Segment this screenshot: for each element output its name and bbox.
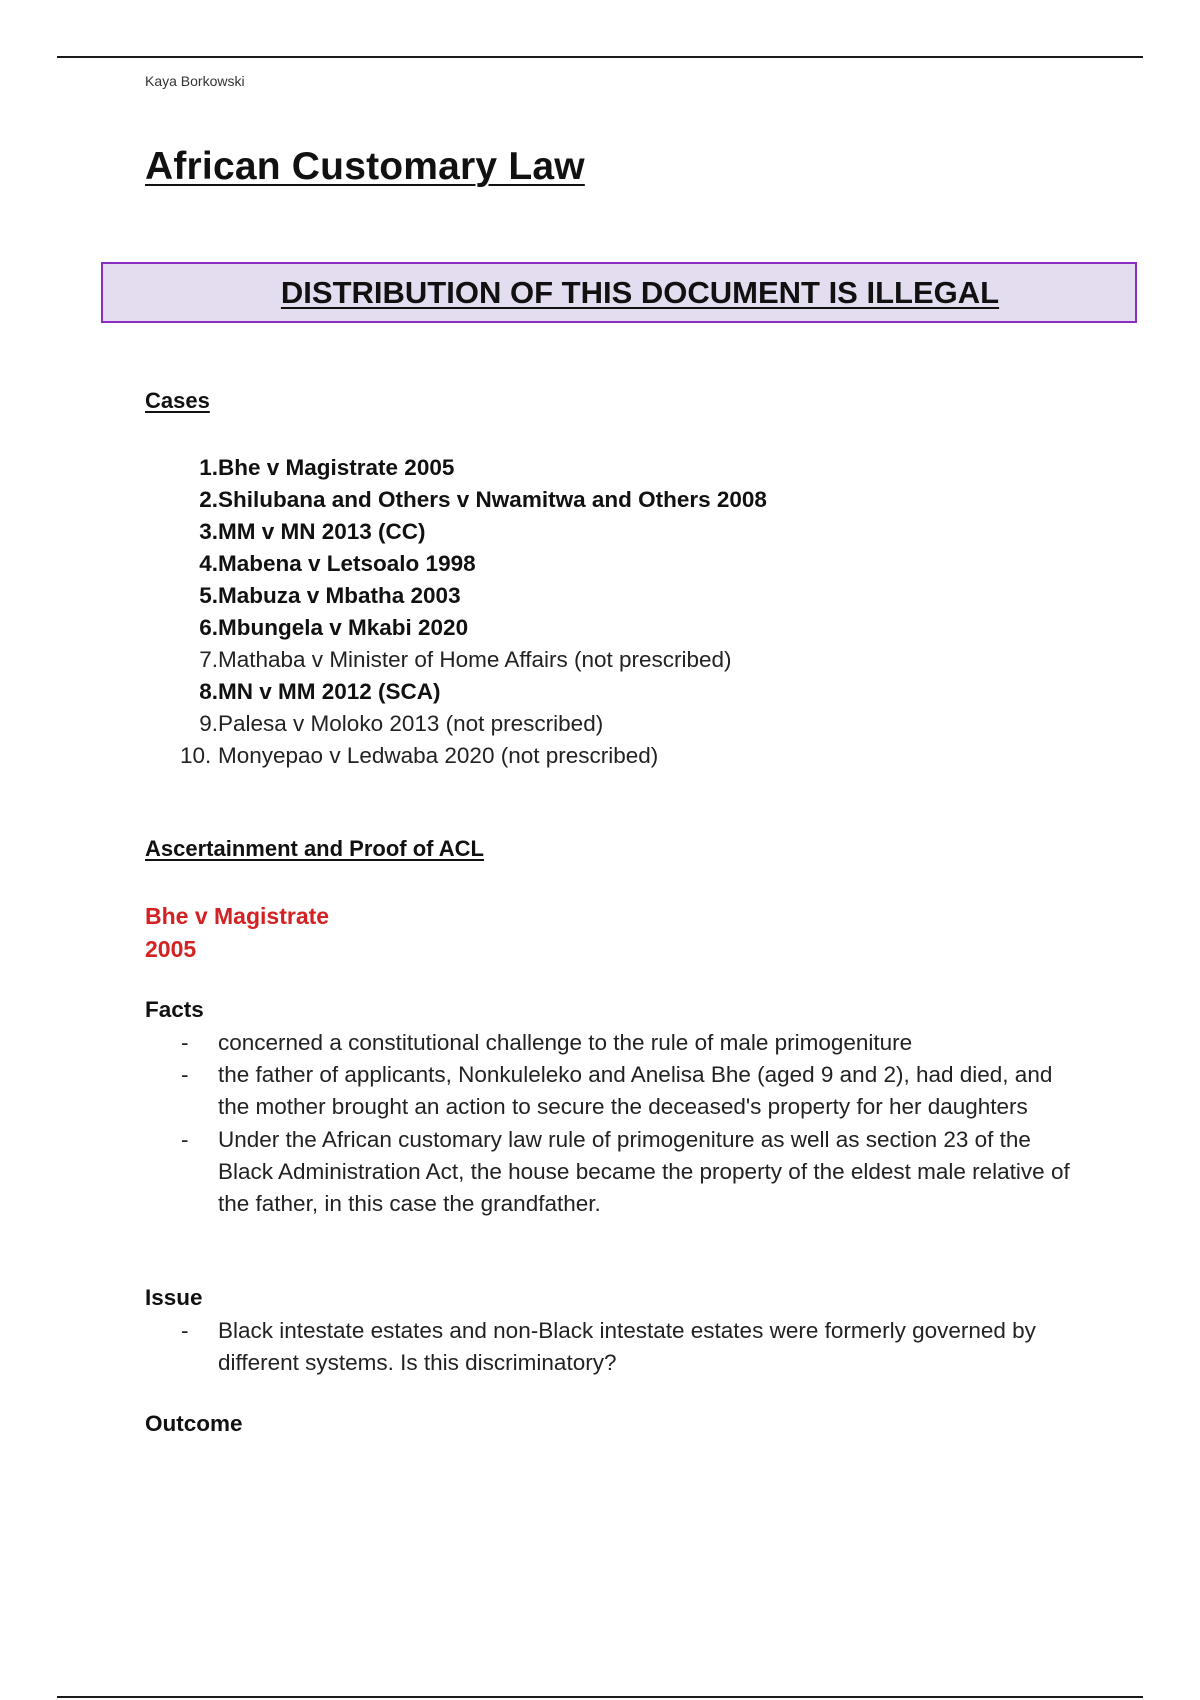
bullet-dash: - [181,1030,189,1055]
bullet-dash: - [181,1062,189,1088]
bottom-rule [57,1696,1143,1698]
bullet-dash: - [181,1318,189,1343]
list-item: - Under the African customary law rule of primogeniture as well as section 23 of the Black Administration Act, the house became the property of the eldest male relative of the father, in this case the grandfather. [145,1124,1085,1221]
case-name-line: Bhe v Magistrate [145,903,330,929]
top-rule [57,56,1143,58]
cases-list [145,452,767,772]
list-item: - Black intestate estates and non-Black intestate estates were formerly governed by different systems. Is this discriminatory? [145,1315,1085,1379]
issue-list [145,1315,1085,1379]
case-year-line: 2005 [145,936,197,962]
outcome-heading: Outcome [145,1411,243,1436]
list-item: 5.Mabuza v Mbatha 2003 [199,583,461,608]
list-item: - concerned a constitutional challenge to the rule of male primogeniture [145,1027,1085,1059]
list-item: - the father of applicants, Nonkuleleko and Anelisa Bhe (aged 9 and 2), had died, and the mother brought an action to secure the deceased's property for her daughters [145,1059,1085,1123]
bullet-dash: - [181,1126,189,1152]
list-item: 10. Monyepao v Ledwaba 2020 (not prescribed) [180,743,659,768]
author-name: Kaya Borkowski [145,73,245,89]
list-item: 6.Mbungela v Mkabi 2020 [199,615,469,640]
list-item: 7.Mathaba v Minister of Home Affairs (not prescribed) [199,647,732,672]
case-name [145,900,329,966]
list-item: 8.MN v MM 2012 (SCA) [199,679,441,704]
list-item: 9.Palesa v Moloko 2013 (not prescribed) [199,711,604,736]
distribution-warning-banner [101,262,1137,323]
list-item: 4.Mabena v Letsoalo 1998 [199,551,476,576]
facts-list [145,1027,1085,1220]
ascertainment-heading: Ascertainment and Proof of ACL [145,836,484,861]
document-title: African Customary Law [145,145,585,188]
facts-heading: Facts [145,997,204,1022]
issue-heading: Issue [145,1285,203,1310]
distribution-warning-text: DISTRIBUTION OF THIS DOCUMENT IS ILLEGAL [280,274,1000,310]
list-item: 3.MM v MN 2013 (CC) [199,519,426,544]
list-item: 2.Shilubana and Others v Nwamitwa and Others 2008 [199,487,767,512]
list-item: 1.Bhe v Magistrate 2005 [199,455,455,480]
cases-heading: Cases [145,388,210,413]
